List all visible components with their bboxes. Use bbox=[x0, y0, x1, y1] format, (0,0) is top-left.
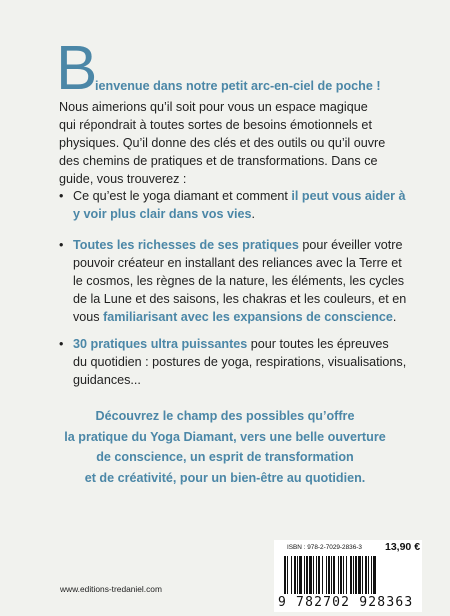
barcode-bar bbox=[373, 556, 376, 594]
bullet-highlight: y voir plus clair dans vos vies bbox=[73, 207, 252, 221]
bullet-line: le cosmos, les règnes de la nature, les éléments, les cycles bbox=[73, 274, 405, 288]
bullet-highlight: Toutes les richesses de ses pratiques bbox=[73, 238, 299, 252]
bullet-highlight: 30 pratiques ultra puissantes bbox=[73, 337, 248, 351]
closing-line: Découvrez le champ des possibles qu’offre bbox=[95, 409, 355, 423]
intro-line: Nous aimerions qu’il soit pour vous un espace magique bbox=[59, 100, 368, 114]
drop-cap-letter: B bbox=[56, 34, 98, 103]
bullet-dot: • bbox=[59, 337, 64, 351]
intro-line: qui répondrait à toutes sortes de besoins émotionnels et bbox=[59, 117, 372, 132]
barcode-bar bbox=[318, 556, 320, 594]
bullet-line bbox=[73, 206, 255, 224]
isbn-label: ISBN : 978-2-7029-2836-3 bbox=[287, 544, 362, 551]
barcode-bar bbox=[297, 556, 298, 594]
barcode-bar bbox=[343, 556, 344, 594]
bullet-line: du quotidien : postures de yoga, respirations, visualisations, bbox=[73, 355, 407, 369]
barcode-bar bbox=[309, 556, 312, 594]
barcode-bar bbox=[304, 556, 305, 594]
barcode-bar bbox=[326, 556, 327, 594]
bullet-line bbox=[73, 188, 405, 206]
barcode-bar bbox=[331, 556, 332, 594]
bullet-line bbox=[73, 336, 389, 354]
price-label: 13,90 € bbox=[385, 541, 421, 553]
bullet-text: pour toutes les épreuves bbox=[247, 337, 389, 351]
barcode-bar bbox=[294, 556, 296, 594]
bullet-highlight: familiarisant avec les expansions de conscience bbox=[103, 310, 393, 324]
barcode-bar bbox=[353, 556, 354, 594]
bullet-dot: • bbox=[59, 189, 64, 203]
bullet-line: de la Lune et des saisons, les chakras et les couleurs, et en bbox=[73, 292, 407, 306]
bullet-line: guidances... bbox=[73, 373, 141, 387]
barcode-bar bbox=[340, 556, 342, 594]
intro-heading: ienvenue dans notre petit arc-en-ciel de poche ! bbox=[95, 79, 381, 93]
barcode-bar bbox=[350, 556, 352, 594]
barcode-bar bbox=[338, 556, 339, 594]
barcode-bar bbox=[284, 556, 286, 594]
bullet-text: pour éveiller votre bbox=[298, 238, 403, 252]
bullet-line: pouvoir créateur en installant des reliances avec la Terre et bbox=[73, 256, 402, 270]
bullet-text: Ce qu’est le yoga diamant et comment bbox=[73, 189, 292, 203]
barcode-bar bbox=[371, 556, 372, 594]
barcode-bar bbox=[322, 556, 323, 594]
publisher-website: www.editions-tredaniel.com bbox=[60, 584, 162, 594]
barcode-bar bbox=[355, 556, 357, 594]
closing-paragraph bbox=[40, 406, 410, 488]
closing-line: de conscience, un esprit de transformation bbox=[96, 450, 354, 464]
barcode-bar bbox=[291, 556, 292, 594]
barcode-bar bbox=[368, 556, 369, 594]
bullet-text: vous bbox=[73, 310, 104, 324]
barcode-digits: 9 782702 928363 bbox=[278, 595, 414, 610]
intro-line: des chemins de pratiques et de transformations. Dans ce bbox=[59, 153, 378, 168]
bullet-text: . bbox=[392, 310, 397, 324]
barcode-bar bbox=[287, 556, 288, 594]
closing-line: la pratique du Yoga Diamant, vers une belle ouverture bbox=[64, 429, 386, 444]
bullet-highlight: il peut vous aider à bbox=[291, 189, 406, 203]
barcode-bar bbox=[316, 556, 317, 594]
barcode-bar bbox=[362, 556, 363, 594]
intro-line: guide, vous trouverez : bbox=[59, 171, 187, 186]
barcode-bar bbox=[306, 556, 308, 594]
barcode-bar bbox=[358, 556, 361, 594]
bullet-line bbox=[73, 309, 396, 327]
barcode-bar bbox=[333, 556, 335, 594]
bullet-dot: • bbox=[59, 238, 64, 252]
barcode bbox=[284, 556, 416, 596]
closing-line: et de créativité, pour un bien-être au quotidien. bbox=[84, 470, 366, 485]
intro-line: physiques. Qu’il donne des clés et des outils ou qu’il ouvre bbox=[59, 135, 386, 150]
bullet-line bbox=[73, 237, 402, 255]
intro-paragraph bbox=[59, 99, 392, 189]
barcode-bar bbox=[313, 556, 314, 594]
barcode-bar bbox=[328, 556, 330, 594]
barcode-bar bbox=[365, 556, 367, 594]
barcode-bar bbox=[299, 556, 302, 594]
bullet-text: . bbox=[251, 207, 255, 221]
barcode-bar bbox=[346, 556, 347, 594]
